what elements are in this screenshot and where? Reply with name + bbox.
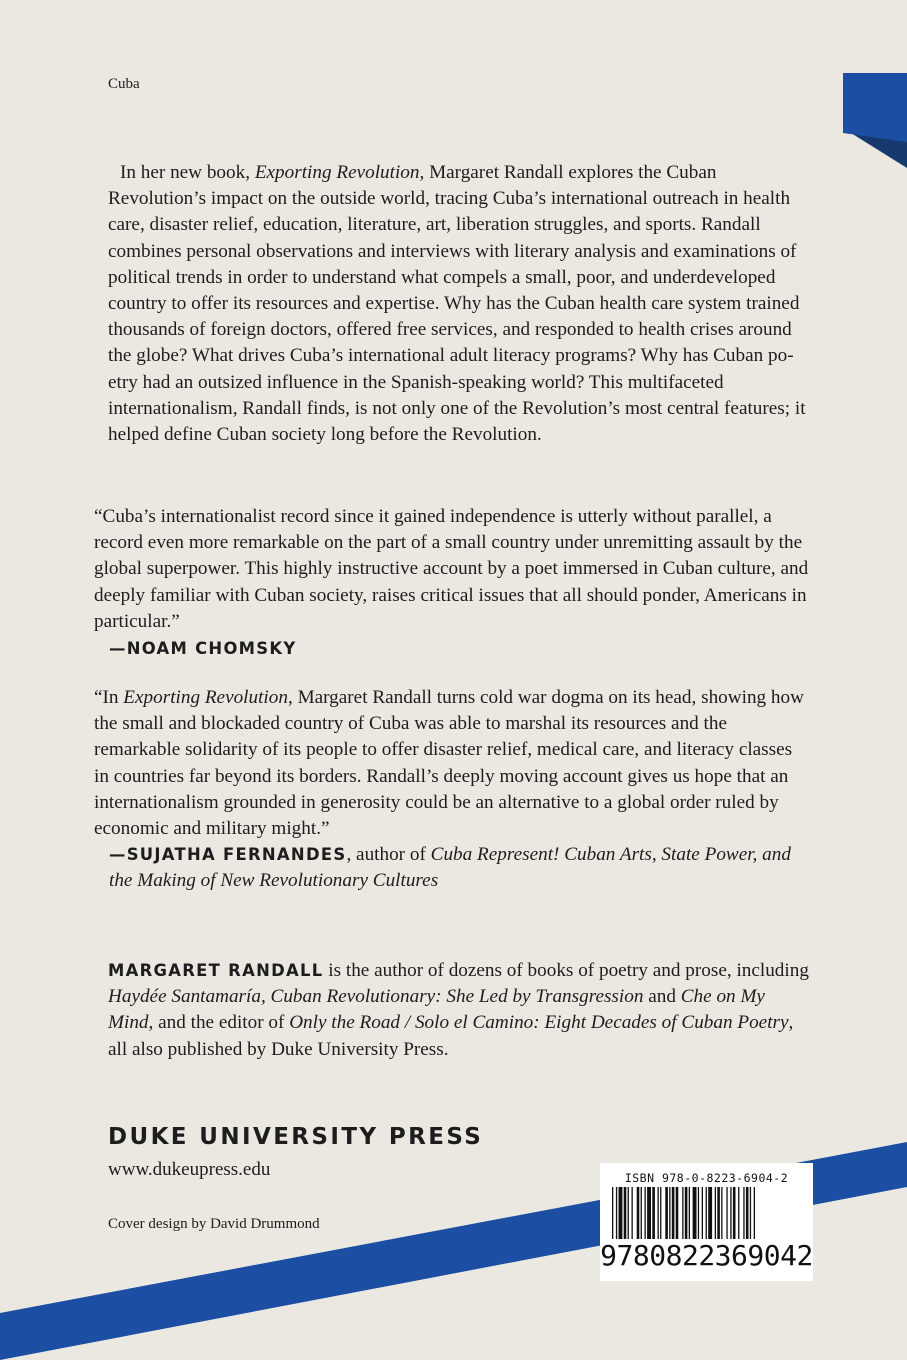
book-title: Exporting Revolution, — [254, 162, 425, 183]
barcode-bar — [743, 1187, 744, 1239]
barcode-bar — [645, 1187, 646, 1239]
quote-text: “In Exporting Revolution, Margaret Randall turns cold war dogma on its head, showing how the small and blockaded country of Cuba was able to marshal its resources and the remarkable solidarity of its people to offer disaster relief, medical care, and literacy classes in countries far beyond its borders. Randall’s deeply moving account gives us hope that an internationalism grounded in generosity could be an alternative to a global order ruled by economic and military might.” — [94, 687, 804, 840]
quote-attribution: —SUJATHA FERNANDES, author of Cuba Represent! Cuban Arts, State Power, and the Making of New Revolutionary Cultures — [109, 844, 791, 892]
barcode-bar — [746, 1187, 749, 1239]
barcode-bar — [733, 1187, 736, 1239]
publisher-name: DUKE UNIVERSITY PRESS — [108, 1124, 484, 1150]
quote-attribution: —NOAM CHOMSKY — [109, 639, 297, 659]
fernandes-quote — [94, 685, 810, 895]
barcode-bar — [665, 1187, 668, 1239]
barcode-bar — [698, 1187, 699, 1239]
barcode-bar — [726, 1187, 727, 1239]
barcode-bar — [721, 1187, 722, 1239]
barcode-bar — [660, 1187, 661, 1239]
barcode-bar — [693, 1187, 697, 1239]
barcode-bar — [702, 1187, 703, 1239]
author-name: MARGARET RANDALL — [108, 961, 324, 980]
barcode-bar — [672, 1187, 675, 1239]
isbn-label: ISBN 978-0-8223-6904-2 — [624, 1171, 789, 1185]
barcode-bar — [652, 1187, 655, 1239]
barcode-bar — [676, 1187, 679, 1239]
barcode-digits: 9780822369042 — [600, 1239, 813, 1272]
barcode-bar — [717, 1187, 720, 1239]
barcode-bar — [616, 1187, 617, 1239]
barcode-bar — [628, 1187, 629, 1239]
barcode-bar — [689, 1187, 690, 1239]
barcode-bar — [624, 1187, 627, 1239]
category-label: Cuba — [108, 76, 140, 92]
barcode-bar — [658, 1187, 659, 1239]
description-paragraph: In her new book, Exporting Revolution, Margaret Randall explores the Cuban Revolution’s impact on the outside world, tracing Cuba’s international outreach in health care, disaster relief, education, literature, art, liberation struggles, and sports. Randall combines personal observations and interviews with literary analysis and examinations of political trends in order to understand what compels a small, poor, and underdeveloped country to offer its resources and expertise. Why has the Cuban health care system trained thousands of foreign doctors, offered free services, and responded to health crises around the globe? What drives Cuba’s international adult literacy programs? Why has Cuban poetry had an outsized influence in the Spanish-speaking world? This multifaceted internationalism, Randall finds, is not only one of the Revolution’s most central features; it helped define Cuban society long before the Revolution. — [108, 162, 806, 446]
book-title: Exporting Revolution — [123, 687, 288, 708]
barcode-bar — [669, 1187, 670, 1239]
barcode-bar — [708, 1187, 712, 1239]
top-band-blue — [843, 73, 907, 142]
cover-design-credit: Cover design by David Drummond — [108, 1216, 320, 1232]
barcode-bar — [637, 1187, 640, 1239]
chomsky-quote — [94, 504, 810, 662]
barcode-bar — [738, 1187, 739, 1239]
barcode-bar — [750, 1187, 751, 1239]
barcode-bar — [730, 1187, 731, 1239]
barcode-bar — [682, 1187, 683, 1239]
publisher-url: www.dukeupress.edu — [108, 1159, 271, 1180]
barcode-bar — [641, 1187, 642, 1239]
barcode-bar — [619, 1187, 623, 1239]
barcode-bar — [647, 1187, 651, 1239]
author-bio: MARGARET RANDALL is the author of dozens of books of poetry and prose, including Haydée Santamaría, Cuban Revolutionary: She Led by Transgression and Che on My Mind, and the editor of Only the Road / Solo el Camino: Eight Decades of Cuban Poetry, all also published by Duke University Press. — [108, 960, 809, 1060]
quote-text: “Cuba’s internationalist record since it gained independence is utterly without parallel, a record even more remarkable on the part of a small country under unremitting assault by the global superpower. This highly instructive account by a poet immersed in Cuban culture, and deeply familiar with Cuban society, raises critical issues that all should ponder, Americans in particular.” — [94, 506, 809, 632]
barcode-bar — [706, 1187, 707, 1239]
isbn-barcode — [600, 1163, 813, 1281]
barcode-bar — [612, 1187, 613, 1239]
barcode-bar — [685, 1187, 688, 1239]
barcode-bar — [715, 1187, 716, 1239]
barcode-bar — [754, 1187, 755, 1239]
barcode-bars — [610, 1187, 803, 1243]
barcode-bar — [632, 1187, 633, 1239]
